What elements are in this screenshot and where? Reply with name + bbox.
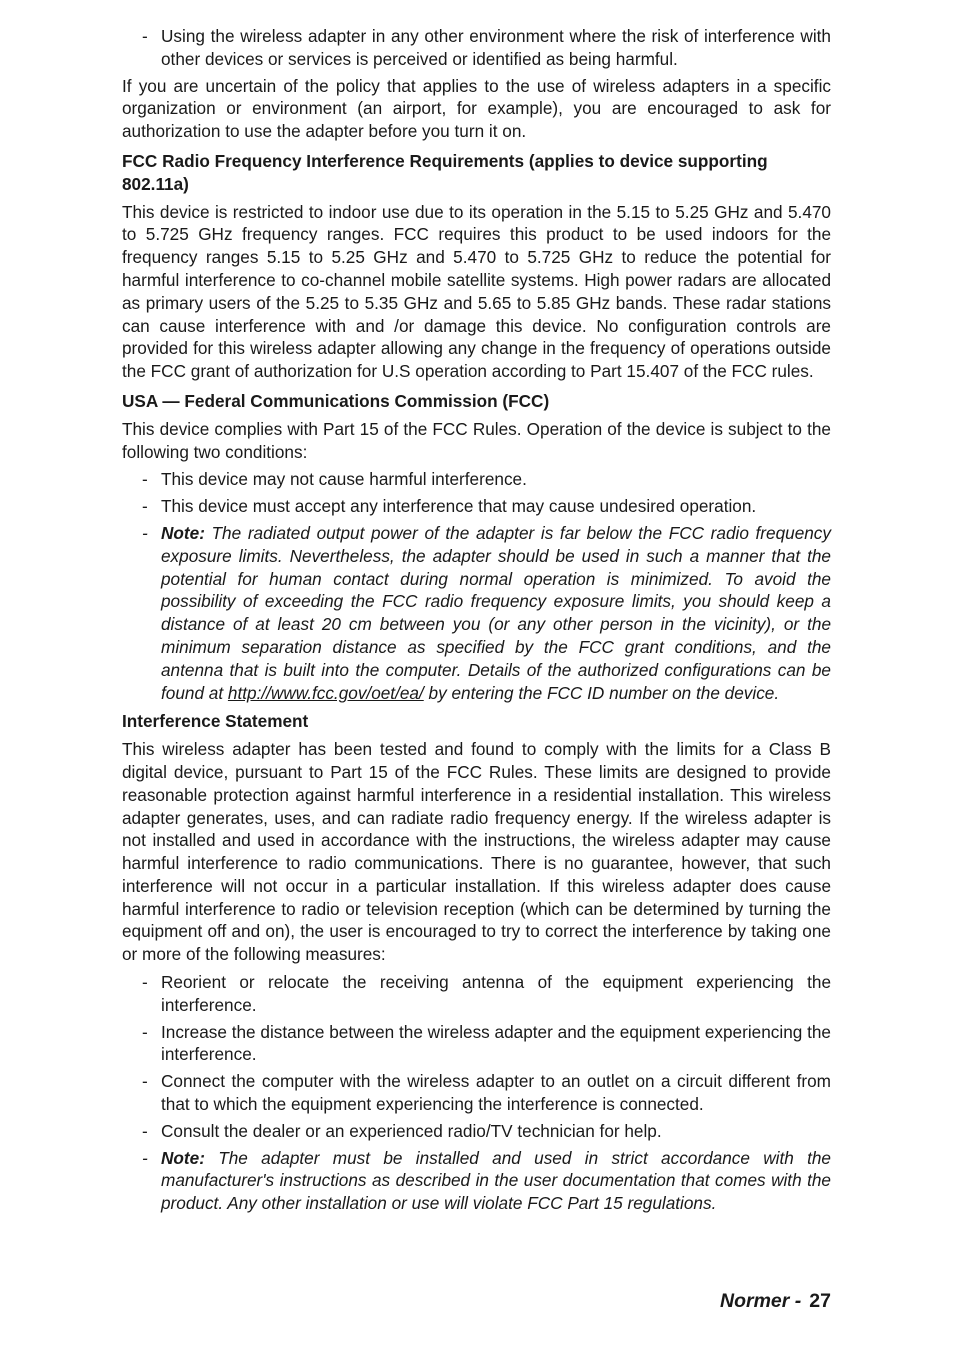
list-item-text: Using the wireless adapter in any other environment where the risk of interference with other devices or services is perceived or identified as being harmful. (161, 26, 831, 69)
bullet-dash: - (142, 1120, 148, 1141)
note-tail: by entering the FCC ID number on the device. (423, 682, 780, 703)
rf-exposure-note (122, 522, 831, 704)
bullet-dash: - (142, 26, 148, 46)
usa-fcc-body: This device complies with Part 15 of the FCC Rules. Operation of the device is subject to the following two conditions: (122, 418, 831, 462)
note-label: Note: (161, 522, 205, 543)
bullet-dash: - (142, 1071, 148, 1092)
interference-body: This wireless adapter has been tested and found to comply with the limits for a Class B digital device, pursuant to Part 15 of the FCC Rules. These limits are designed to provide reasonable protection against harmful interference in a residential installation. This wireless adapter generates, uses, and can radiate radio frequency energy. If the wireless adapter is not installed and used in accordance with the instructions, the wireless adapter may cause harmful interference to radio communications. There is no guarantee, however, that such interference will not occur in a particular installation. If this wireless adapter does cause harmful interference to radio or television reception (which can be determined by turning the equipment off and on), the user is encouraged to try to correct the interference by taking one or more of the following measures: (122, 739, 831, 965)
list-item (122, 468, 831, 491)
list-item-text: Increase the distance between the wireless adapter and the equipment experiencing the interference. (161, 1021, 831, 1065)
page-number: 27 (809, 1290, 831, 1312)
list-item (122, 971, 831, 1017)
bullet-dash: - (142, 522, 148, 543)
list-item (122, 1120, 831, 1143)
list-item-text: This device must accept any interference that may cause undesired operation. (161, 496, 757, 517)
note-body: The adapter must be installed and used in strict accordance with the manufacturer's instructions as described in the user documentation that comes with the product. Any other installation or use will violate FCC Part 15 regulations. (161, 1147, 831, 1214)
interference-heading: Interference Statement (122, 711, 309, 732)
list-item-text: Reorient or relocate the receiving antenna of the equipment experiencing the interference. (161, 972, 831, 1015)
list-item-text: Connect the computer with the wireless adapter to an outlet on a circuit different from that to which the equipment experiencing the interference is connected. (161, 1071, 831, 1115)
bullet-dash: - (142, 1147, 148, 1168)
list-item-text: This device may not cause harmful interference. (161, 469, 527, 490)
fcc-link[interactable]: http://www.fcc.gov/oet/ea/ (227, 682, 424, 703)
bullet-dash: - (142, 1021, 148, 1042)
list-item (122, 25, 831, 71)
document-page (122, 25, 831, 1219)
intro-paragraph: If you are uncertain of the policy that applies to the use of wireless adapters in a specific organization or environment (an airport, for example), you are encouraged to ask for authorization to use the adapter before you turn it on. (122, 75, 831, 142)
note-label: Note: (161, 1147, 205, 1168)
list-item (122, 1070, 831, 1116)
note-text (161, 522, 831, 704)
usa-fcc-heading: USA — Federal Communications Commission (FCC) (122, 390, 550, 411)
note-body: The radiated output power of the adapter is far below the FCC radio frequency exposure limits. Nevertheless, the adapter should be used in such a manner that the potential for human contact during normal operation is minimized. To avoid the possibility of exceeding the FCC radio frequency exposure limits, you should keep a distance of at least 20 cm between you (or any other person in the vicinity), or the minimum separation distance as specified by the FCC grant conditions, and the antenna that is built into the computer. Details of the authorized configurations can be found at (161, 522, 831, 703)
footer-label: Normer - (720, 1290, 802, 1312)
bullet-dash: - (142, 469, 148, 490)
fcc-rf-heading: FCC Radio Frequency Interference Requirements (applies to device supporting 802.11a) (122, 150, 768, 194)
installation-note (122, 1147, 831, 1215)
bullet-dash: - (142, 496, 148, 517)
note-text (161, 1147, 831, 1215)
fcc-rf-body: This device is restricted to indoor use due to its operation in the 5.15 to 5.25 GHz and 5.470 to 5.725 GHz frequency ranges. FCC requires this product to be used indoors for the frequency ranges 5.15 to 5.25 GHz and 5.470 to 5.725 GHz to reduce the potential for harmful interference to co-channel mobile satellite systems. High power radars are allocated as primary users of the 5.25 to 5.35 GHz and 5.65 to 5.85 GHz bands. These radar stations can cause interference with and /or damage this device. No configuration controls are provided for this wireless adapter allowing any change in the frequency of operations outside the FCC grant of authorization for U.S operation according to Part 15.407 of the FCC rules. (122, 201, 831, 382)
bullet-dash: - (142, 972, 148, 993)
list-item (122, 495, 831, 518)
list-item-text: Consult the dealer or an experienced radio/TV technician for help. (161, 1120, 662, 1141)
list-item (122, 1021, 831, 1067)
page-footer (720, 1290, 831, 1313)
